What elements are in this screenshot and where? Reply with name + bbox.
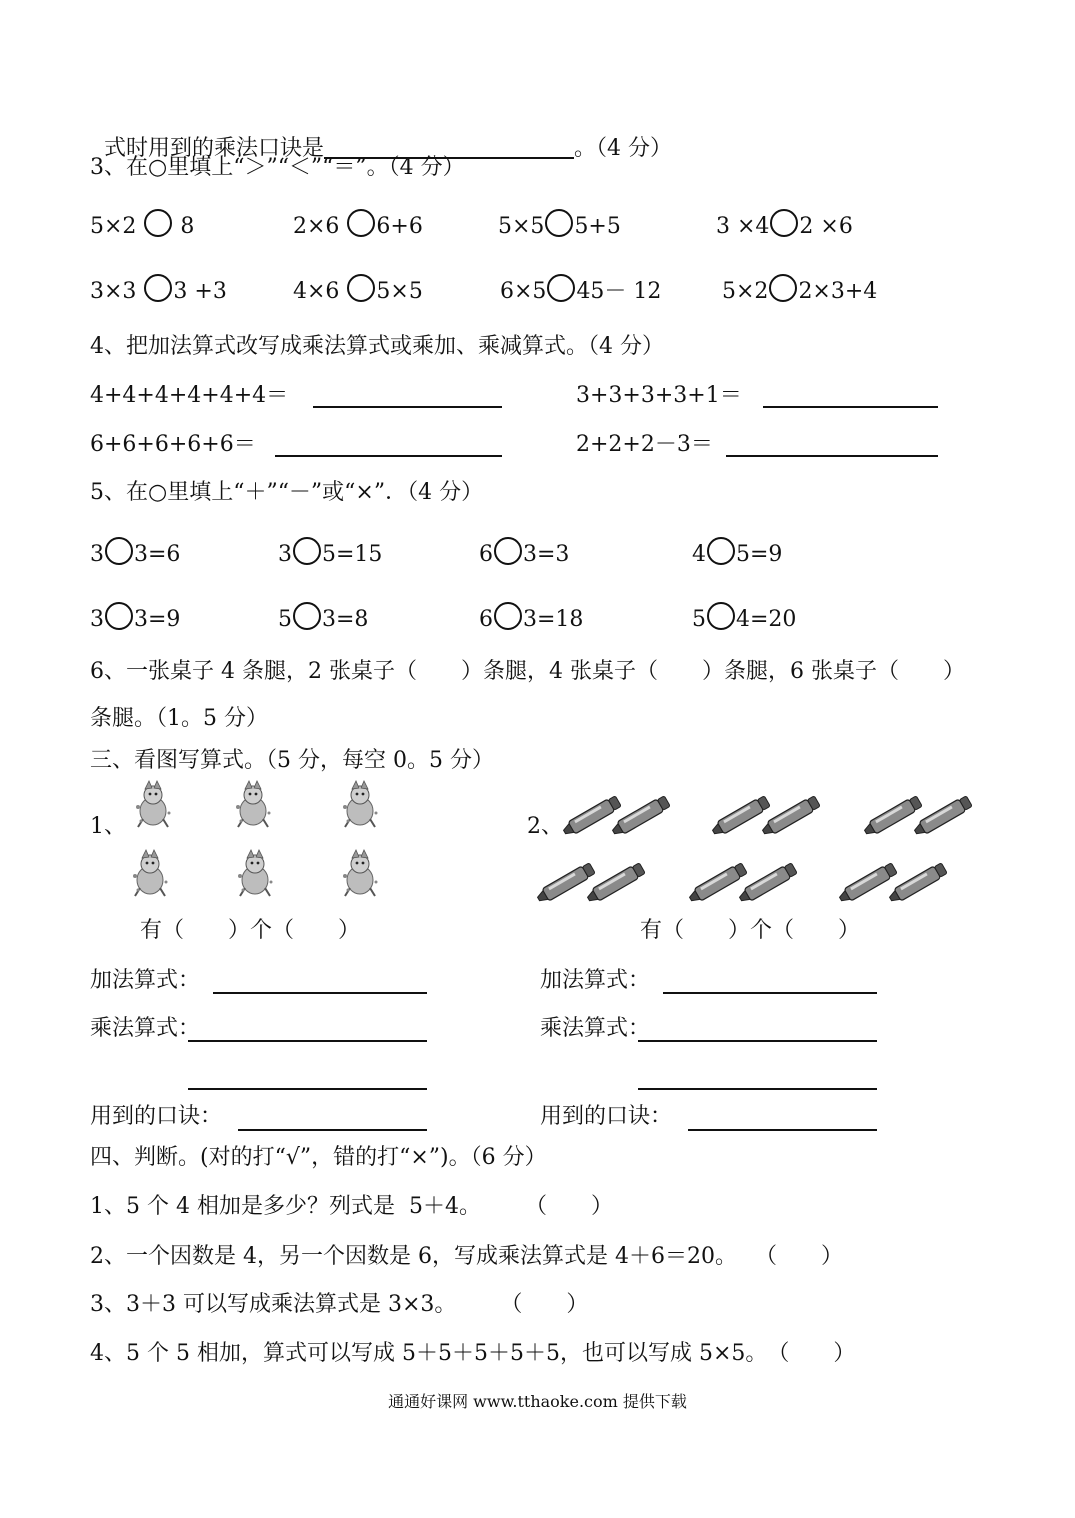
- q3-item: [293, 209, 423, 244]
- q2-tail-suffix: 。（4 分）: [574, 136, 673, 161]
- q3-title: 3、在○里填上“＞”“＜”“＝”。（4 分）: [90, 155, 465, 180]
- expr-right: 45－ 12: [576, 279, 662, 304]
- rhyme-answer-line[interactable]: [238, 1129, 427, 1131]
- expr-left: 3 ×4: [716, 214, 770, 239]
- expr-left: 5×2: [90, 214, 144, 239]
- marker-pen-icon: [887, 862, 948, 905]
- expr-right: 6+6: [376, 214, 423, 239]
- expr-right: 2×3+4: [798, 279, 878, 304]
- expr-right: 5×5: [376, 279, 423, 304]
- addition-label: 加法算式：: [540, 968, 651, 993]
- picture-2-count: 有（ ）个（ ）: [640, 918, 861, 943]
- addition-label: 加法算式：: [90, 968, 201, 993]
- marker-pen-icon: [760, 795, 821, 838]
- operand-result: 3=18: [523, 607, 584, 632]
- operand-result: 4=20: [736, 607, 797, 632]
- q5-item: [479, 602, 583, 637]
- operator-circle[interactable]: [293, 537, 321, 565]
- q5-item: [90, 602, 180, 637]
- operator-circle[interactable]: [494, 537, 522, 565]
- operator-circle[interactable]: [707, 537, 735, 565]
- multiplication-answer-line-2[interactable]: [638, 1088, 877, 1090]
- q3-item: [500, 274, 661, 309]
- operand: 3: [278, 542, 292, 567]
- section4-title: 四、判断。(对的打“√”，错的打“×”)。（6 分）: [90, 1145, 547, 1170]
- operand: 4: [692, 542, 706, 567]
- expr-left: 6×5: [500, 279, 547, 304]
- operand: 5: [692, 607, 706, 632]
- q5-item: [90, 537, 180, 572]
- marker-pen-icon: [585, 862, 646, 905]
- q4-item: [576, 430, 713, 460]
- addition-answer-line[interactable]: [663, 992, 877, 994]
- marker-pen-icon: [737, 862, 798, 905]
- q5-row-1: [0, 537, 1075, 571]
- footer-credit: 通通好课网 www.tthaoke.com 提供下载: [388, 1392, 687, 1411]
- q5-item: [278, 537, 382, 572]
- q4-expr: 6+6+6+6+6＝: [90, 432, 256, 457]
- marker-pen-icon: [687, 862, 748, 905]
- section3-title: 三、看图写算式。（5 分，每空 0。5 分）: [90, 748, 494, 773]
- operand: 3: [90, 607, 104, 632]
- picture-2-label: 2、: [527, 814, 563, 839]
- picture-1-count: 有（ ）个（ ）: [140, 918, 361, 943]
- expr-right: 2 ×6: [799, 214, 853, 239]
- q3-item: [90, 209, 194, 244]
- rhyme-answer-line[interactable]: [688, 1129, 877, 1131]
- compare-circle[interactable]: [347, 274, 375, 302]
- operand: 6: [479, 607, 493, 632]
- answer-line[interactable]: [275, 455, 502, 457]
- answer-line[interactable]: [763, 406, 938, 408]
- judge-item-3[interactable]: 3、3＋3 可以写成乘法算式是 3×3。 （ ）: [90, 1292, 589, 1317]
- q4-item: [576, 381, 742, 411]
- expr-left: 2×6: [293, 214, 347, 239]
- expr-left: 5×2: [722, 279, 769, 304]
- marker-pen-icon: [862, 795, 923, 838]
- marker-pen-icon: [710, 795, 771, 838]
- multiplication-answer-line[interactable]: [638, 1040, 877, 1042]
- answer-line[interactable]: [313, 406, 502, 408]
- operand-result: 5=15: [322, 542, 383, 567]
- q5-title: 5、在○里填上“＋”“－”或“×”．（4 分）: [90, 480, 484, 505]
- q3-row-1: [0, 209, 1075, 243]
- compare-circle[interactable]: [545, 209, 573, 237]
- q3-item: [498, 209, 621, 244]
- q5-item: [692, 537, 782, 572]
- expr-left: 4×6: [293, 279, 347, 304]
- multiplication-answer-line-2[interactable]: [188, 1088, 427, 1090]
- marker-pen-icon: [561, 795, 622, 838]
- marker-pen-icon: [610, 795, 671, 838]
- q4-expr: 2+2+2－3＝: [576, 432, 713, 457]
- pen-pictures: [0, 780, 1075, 910]
- marker-pen-icon: [912, 795, 973, 838]
- q4-item: [90, 430, 256, 460]
- q6-line-2: 条腿。（1。5 分）: [90, 706, 268, 731]
- q5-item: [479, 537, 569, 572]
- operator-circle[interactable]: [707, 602, 735, 630]
- expr-right: 8: [173, 214, 195, 239]
- compare-circle[interactable]: [770, 209, 798, 237]
- operand-result: 3=8: [322, 607, 369, 632]
- picture-1-label: 1、: [90, 814, 126, 839]
- compare-circle[interactable]: [144, 209, 172, 237]
- judge-item-1[interactable]: 1、5 个 4 相加是多少？列式是 5＋4。 （ ）: [90, 1194, 613, 1219]
- operand-result: 3=6: [134, 542, 181, 567]
- q3-item: [90, 274, 227, 309]
- q5-row-2: [0, 602, 1075, 636]
- q4-expr: 3+3+3+3+1＝: [576, 383, 742, 408]
- operand: 3: [90, 542, 104, 567]
- operand: 5: [278, 607, 292, 632]
- rhyme-label: 用到的口诀：: [90, 1104, 223, 1129]
- marker-pen-icon: [837, 862, 898, 905]
- q3-item: [293, 274, 423, 309]
- expr-right: 5+5: [574, 214, 621, 239]
- compare-circle[interactable]: [547, 274, 575, 302]
- multiplication-label: 乘法算式：: [540, 1016, 651, 1041]
- operand: 6: [479, 542, 493, 567]
- judge-item-4[interactable]: 4、5 个 5 相加，算式可以写成 5＋5＋5＋5＋5，也可以写成 5×5。 （ ）: [90, 1341, 856, 1366]
- rhyme-label: 用到的口诀：: [540, 1104, 673, 1129]
- compare-circle[interactable]: [769, 274, 797, 302]
- judge-item-2[interactable]: 2、一个因数是 4，另一个因数是 6，写成乘法算式是 4＋6＝20。 （ ）: [90, 1244, 843, 1269]
- expr-left: 3×3: [90, 279, 144, 304]
- operator-circle[interactable]: [494, 602, 522, 630]
- q5-item: [278, 602, 368, 637]
- q4-expr: 4+4+4+4+4+4＝: [90, 383, 289, 408]
- q4-item: [90, 381, 288, 411]
- q6-line-1: 6、一张桌子 4 条腿，2 张桌子（ ）条腿，4 张桌子（ ）条腿，6 张桌子（ ）: [90, 659, 965, 684]
- addition-answer-line[interactable]: [213, 992, 427, 994]
- multiplication-answer-line[interactable]: [188, 1040, 427, 1042]
- compare-circle[interactable]: [144, 274, 172, 302]
- compare-circle[interactable]: [347, 209, 375, 237]
- q3-item: [722, 274, 877, 309]
- q3-row-2: [0, 274, 1075, 308]
- q2-tail-text: 式时用到的乘法口诀是: [104, 136, 325, 161]
- q3-item: [716, 209, 853, 244]
- operand-result: 5=9: [736, 542, 783, 567]
- multiplication-label: 乘法算式：: [90, 1016, 201, 1041]
- q5-item: [692, 602, 796, 637]
- operator-circle[interactable]: [105, 602, 133, 630]
- q4-title: 4、把加法算式改写成乘法算式或乘加、乘减算式。（4 分）: [90, 334, 664, 359]
- answer-line[interactable]: [726, 455, 938, 457]
- expr-right: 3 +3: [173, 279, 227, 304]
- operand-result: 3=9: [134, 607, 181, 632]
- expr-left: 5×5: [498, 214, 545, 239]
- operator-circle[interactable]: [105, 537, 133, 565]
- operator-circle[interactable]: [293, 602, 321, 630]
- operand-result: 3=3: [523, 542, 570, 567]
- marker-pen-icon: [535, 862, 596, 905]
